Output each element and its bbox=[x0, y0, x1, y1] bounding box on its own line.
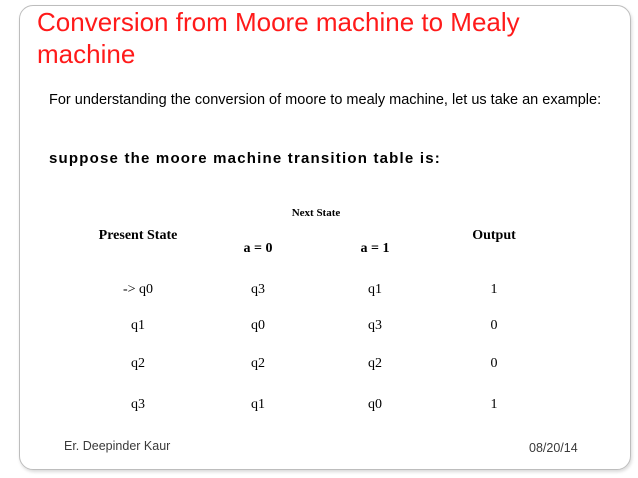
footer-date: 08/20/14 bbox=[529, 441, 578, 455]
a0-header: a = 0 bbox=[243, 241, 273, 256]
footer-author: Er. Deepinder Kaur bbox=[64, 439, 171, 453]
output-header: Output bbox=[472, 228, 516, 243]
intro-text: For understanding the conversion of moore to mealy machine, let us take an example: bbox=[49, 92, 602, 108]
output-cell: 1 bbox=[490, 282, 498, 297]
present-state-cell: q1 bbox=[131, 318, 145, 333]
a1-cell: q0 bbox=[368, 397, 382, 412]
present-state-header: Present State bbox=[98, 228, 178, 243]
output-cell: 0 bbox=[490, 318, 498, 333]
present-state-cell: -> q0 bbox=[122, 282, 154, 297]
a0-cell: q2 bbox=[251, 356, 265, 371]
a0-cell: q0 bbox=[251, 318, 265, 333]
present-state-cell: q3 bbox=[131, 397, 145, 412]
a1-cell: q3 bbox=[368, 318, 382, 333]
a1-header: a = 1 bbox=[360, 241, 390, 256]
slide-title: Conversion from Moore machine to Mealy machine bbox=[37, 7, 520, 69]
output-cell: 0 bbox=[490, 356, 498, 371]
output-cell: 1 bbox=[490, 397, 498, 412]
a1-cell: q1 bbox=[368, 282, 382, 297]
suppose-text: suppose the moore machine transition table is: bbox=[49, 150, 441, 167]
next-state-header: Next State bbox=[291, 207, 341, 219]
a0-cell: q1 bbox=[251, 397, 265, 412]
present-state-cell: q2 bbox=[131, 356, 145, 371]
a0-cell: q3 bbox=[251, 282, 265, 297]
a1-cell: q2 bbox=[368, 356, 382, 371]
